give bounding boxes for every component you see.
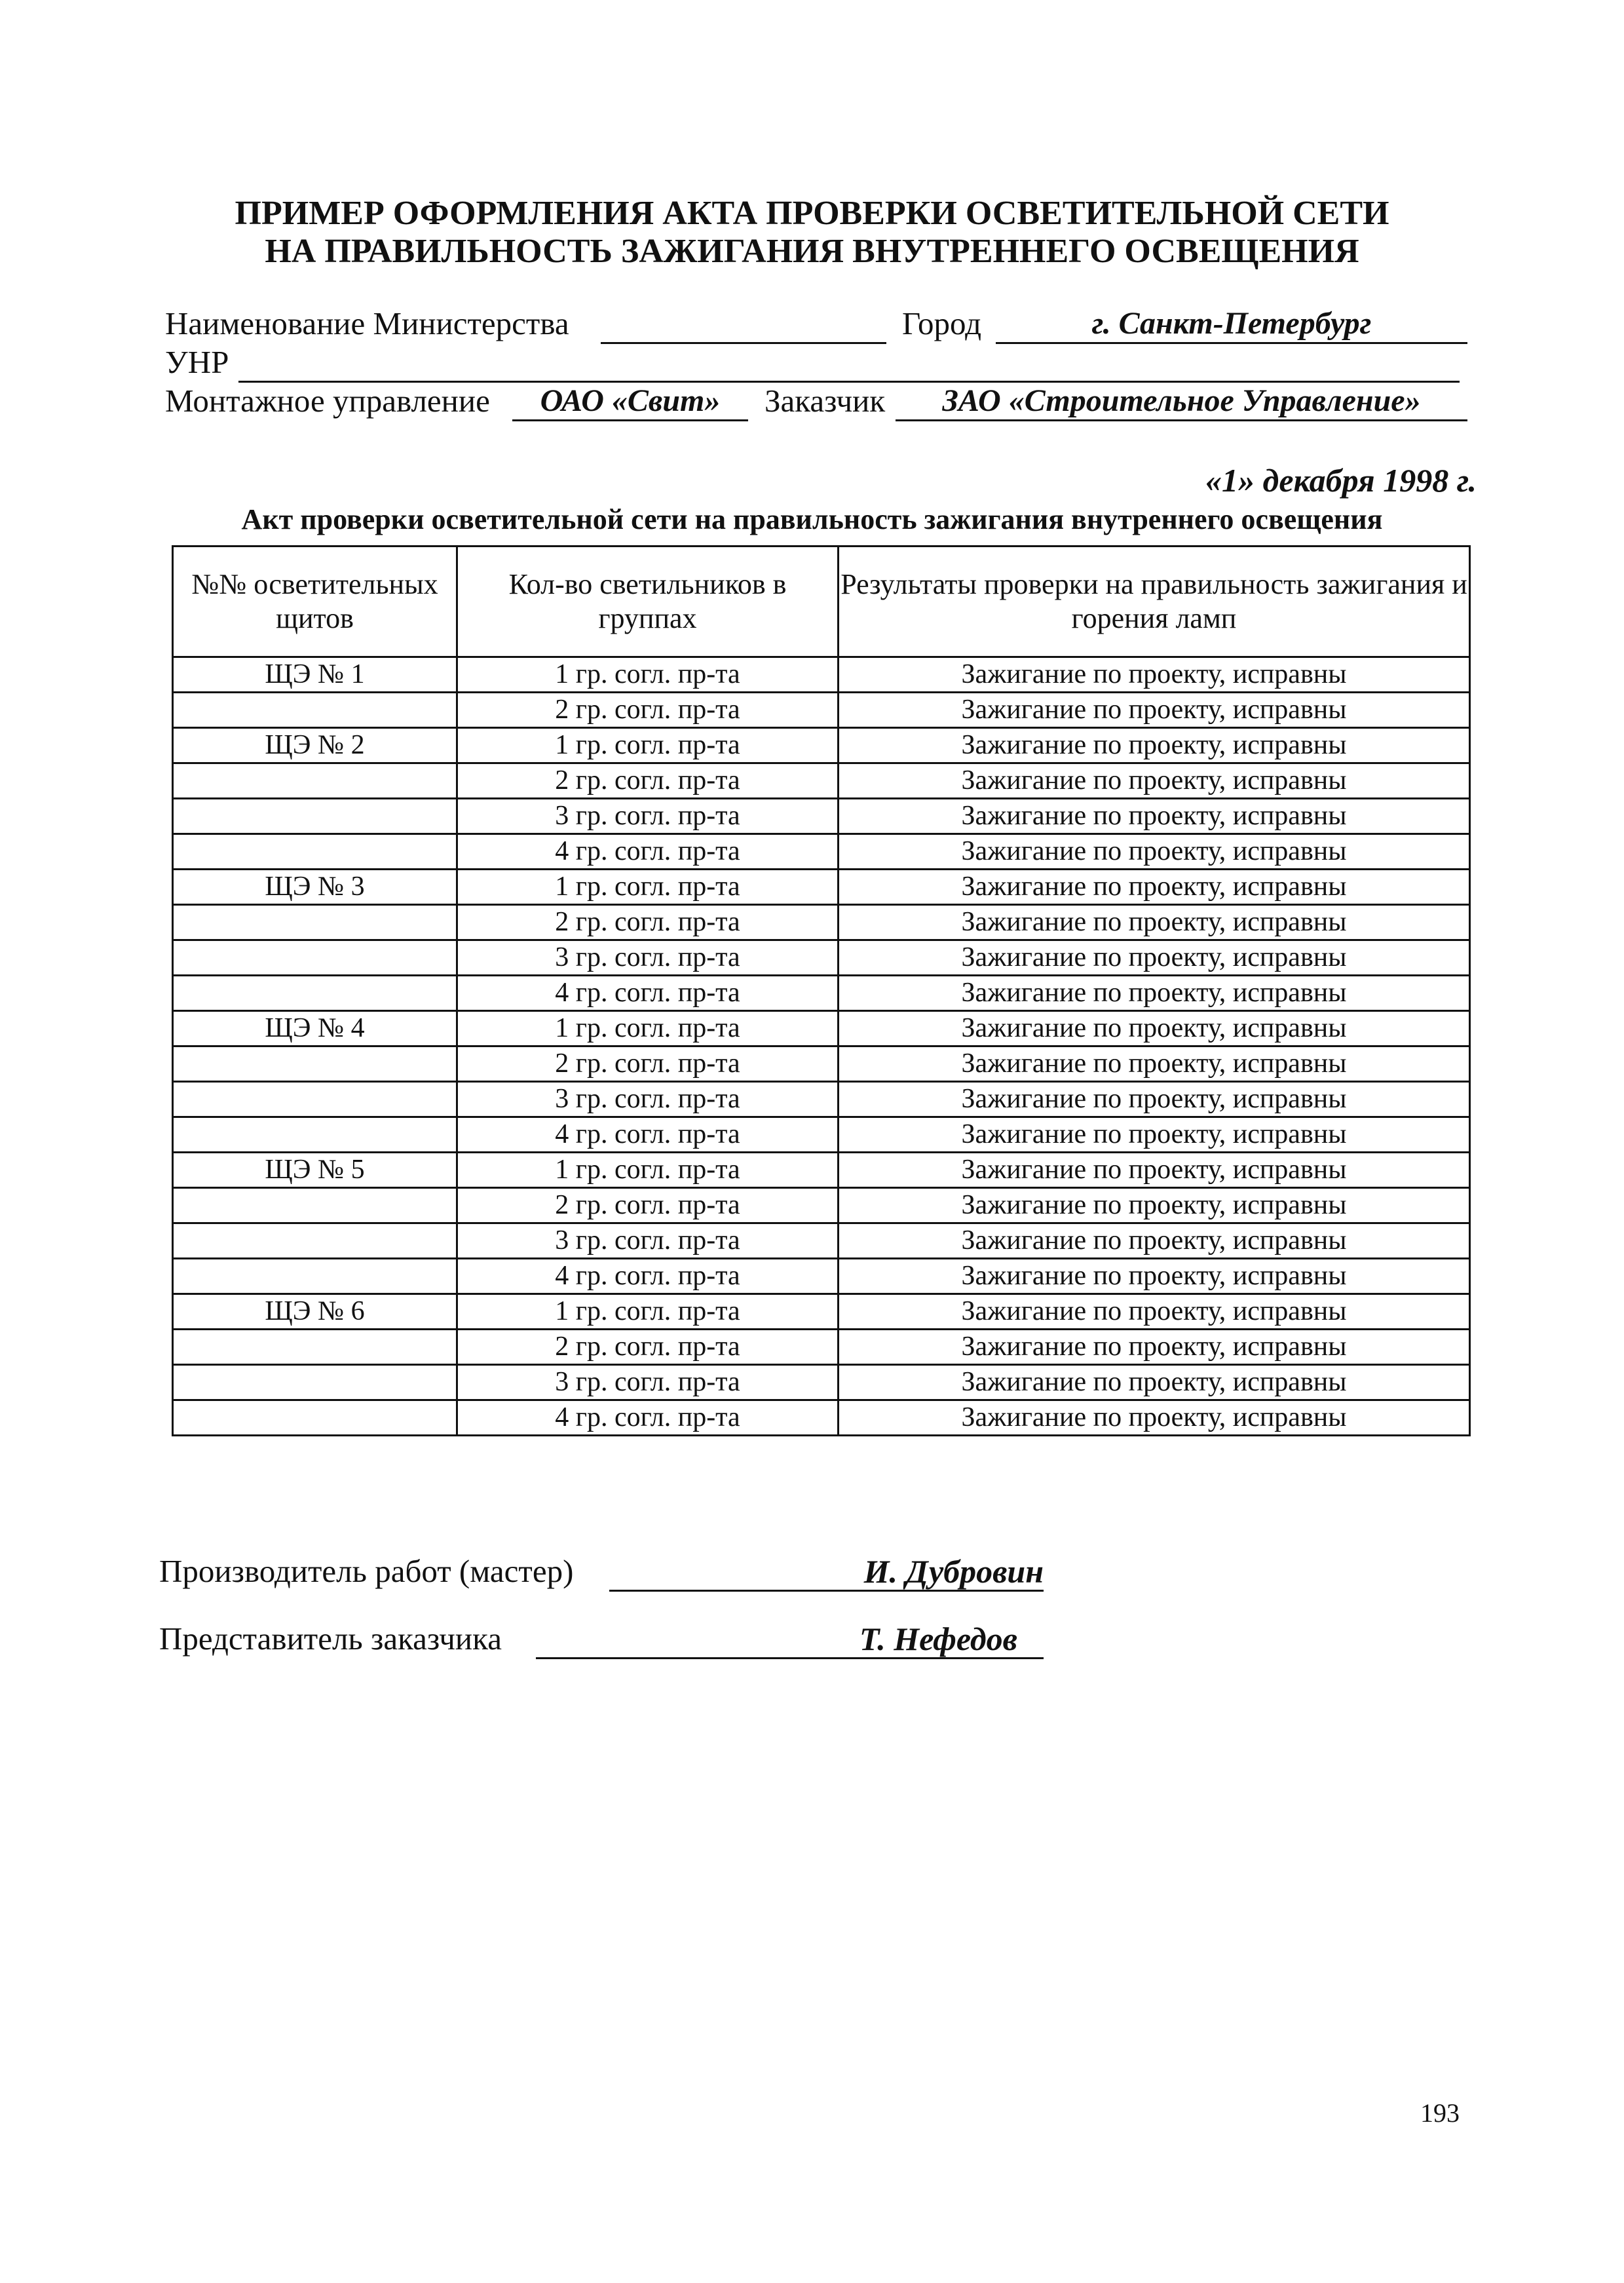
group-cell: 4 гр. согл. пр-та: [457, 1259, 839, 1294]
group-cell: 3 гр. согл. пр-та: [457, 1082, 839, 1117]
result-cell: Зажигание по проекту, исправны: [839, 693, 1470, 728]
customer-rep-signature-row: [159, 1619, 1142, 1659]
group-cell: 1 гр. согл. пр-та: [457, 657, 839, 693]
group-cell: 4 гр. согл. пр-та: [457, 1117, 839, 1153]
board-cell: [173, 799, 457, 834]
customer-rep-name: Т. Нефедов: [859, 1621, 1017, 1657]
group-cell: 4 гр. согл. пр-та: [457, 834, 839, 870]
board-cell: [173, 1188, 457, 1223]
board-cell: ЩЭ № 6: [173, 1294, 457, 1330]
group-cell: 2 гр. согл. пр-та: [457, 693, 839, 728]
board-cell: [173, 940, 457, 976]
board-cell: [173, 1223, 457, 1259]
group-cell: 3 гр. согл. пр-та: [457, 799, 839, 834]
page-number: 193: [1420, 2098, 1460, 2128]
table-row: [173, 1153, 1470, 1188]
foreman-signature-row: [159, 1552, 1142, 1591]
result-cell: Зажигание по проекту, исправны: [839, 976, 1470, 1011]
ministry-label: Наименование Министерства: [165, 305, 569, 341]
table-row: [173, 763, 1470, 799]
table-row: [173, 1259, 1470, 1294]
table-row: [173, 1011, 1470, 1046]
group-cell: 1 гр. согл. пр-та: [457, 870, 839, 905]
header-boards: №№ осветительных щитов: [173, 547, 457, 657]
table-row: [173, 657, 1470, 693]
group-cell: 2 гр. согл. пр-та: [457, 905, 839, 940]
result-cell: Зажигание по проекту, исправны: [839, 905, 1470, 940]
board-cell: ЩЭ № 5: [173, 1153, 457, 1188]
table-row: [173, 1400, 1470, 1436]
table-row: [173, 799, 1470, 834]
group-cell: 3 гр. согл. пр-та: [457, 1223, 839, 1259]
group-cell: 1 гр. согл. пр-та: [457, 728, 839, 763]
customer-rep-signature: [536, 1619, 1044, 1659]
city-label: Город: [902, 305, 982, 341]
management-label: Монтажное управление: [165, 383, 490, 419]
table-row: [173, 1223, 1470, 1259]
board-cell: [173, 1117, 457, 1153]
board-cell: ЩЭ № 2: [173, 728, 457, 763]
table-row: [173, 1046, 1470, 1082]
result-cell: Зажигание по проекту, исправны: [839, 1011, 1470, 1046]
board-cell: [173, 1259, 457, 1294]
group-cell: 4 гр. согл. пр-та: [457, 1400, 839, 1436]
management-row: [165, 381, 1475, 421]
result-cell: Зажигание по проекту, исправны: [839, 799, 1470, 834]
result-cell: Зажигание по проекту, исправны: [839, 1259, 1470, 1294]
table-row: [173, 1082, 1470, 1117]
customer-label: Заказчик: [765, 383, 886, 419]
board-cell: [173, 763, 457, 799]
table-row: [173, 905, 1470, 940]
table-row: [173, 834, 1470, 870]
result-cell: Зажигание по проекту, исправны: [839, 1330, 1470, 1365]
table-header-row: [173, 547, 1470, 657]
unr-field: [238, 343, 1460, 383]
header-groups: Кол-во светильников в группах: [457, 547, 839, 657]
board-cell: [173, 1365, 457, 1400]
board-cell: [173, 1082, 457, 1117]
document-title-line-2: НА ПРАВИЛЬНОСТЬ ЗАЖИГАНИЯ ВНУТРЕННЕГО ОСВЕЩЕНИЯ: [265, 233, 1359, 270]
table-row: [173, 693, 1470, 728]
management-field: ОАО «Свит»: [512, 381, 748, 421]
table-row: [173, 728, 1470, 763]
result-cell: Зажигание по проекту, исправны: [839, 763, 1470, 799]
board-cell: [173, 834, 457, 870]
result-cell: Зажигание по проекту, исправны: [839, 1117, 1470, 1153]
table-row: [173, 940, 1470, 976]
group-cell: 1 гр. согл. пр-та: [457, 1011, 839, 1046]
board-cell: [173, 1330, 457, 1365]
result-cell: Зажигание по проекту, исправны: [839, 870, 1470, 905]
board-cell: [173, 976, 457, 1011]
table-caption: Акт проверки осветительной сети на правильность зажигания внутреннего освещения: [241, 503, 1383, 535]
group-cell: 2 гр. согл. пр-та: [457, 1188, 839, 1223]
header-results: Результаты проверки на правильность зажигания и горения ламп: [839, 547, 1470, 657]
board-cell: [173, 1400, 457, 1436]
group-cell: 1 гр. согл. пр-та: [457, 1294, 839, 1330]
result-cell: Зажигание по проекту, исправны: [839, 728, 1470, 763]
result-cell: Зажигание по проекту, исправны: [839, 1365, 1470, 1400]
group-cell: 2 гр. согл. пр-та: [457, 1330, 839, 1365]
board-cell: [173, 693, 457, 728]
board-cell: [173, 1046, 457, 1082]
group-cell: 4 гр. согл. пр-та: [457, 976, 839, 1011]
city-field: г. Санкт-Петербург: [996, 304, 1467, 344]
customer-field: ЗАО «Строительное Управление»: [896, 381, 1467, 421]
result-cell: Зажигание по проекту, исправны: [839, 1153, 1470, 1188]
result-cell: Зажигание по проекту, исправны: [839, 1223, 1470, 1259]
customer-rep-label: Представитель заказчика: [159, 1621, 502, 1657]
table-row: [173, 976, 1470, 1011]
board-cell: ЩЭ № 3: [173, 870, 457, 905]
foreman-signature: И. Дубровин: [609, 1552, 1044, 1592]
table-row: [173, 1294, 1470, 1330]
table-row: [173, 1188, 1470, 1223]
board-cell: [173, 905, 457, 940]
group-cell: 2 гр. согл. пр-та: [457, 763, 839, 799]
result-cell: Зажигание по проекту, исправны: [839, 834, 1470, 870]
ministry-row: [165, 304, 1475, 343]
result-cell: Зажигание по проекту, исправны: [839, 1046, 1470, 1082]
table-row: [173, 870, 1470, 905]
inspection-table: [172, 545, 1471, 1436]
group-cell: 1 гр. согл. пр-та: [457, 1153, 839, 1188]
foreman-label: Производитель работ (мастер): [159, 1553, 574, 1589]
result-cell: Зажигание по проекту, исправны: [839, 1082, 1470, 1117]
result-cell: Зажигание по проекту, исправны: [839, 1294, 1470, 1330]
ministry-field: [601, 304, 886, 344]
unr-row: [165, 343, 1475, 382]
group-cell: 3 гр. согл. пр-та: [457, 1365, 839, 1400]
result-cell: Зажигание по проекту, исправны: [839, 1188, 1470, 1223]
act-date: «1» декабря 1998 г.: [1205, 462, 1477, 499]
table-row: [173, 1117, 1470, 1153]
group-cell: 2 гр. согл. пр-та: [457, 1046, 839, 1082]
board-cell: ЩЭ № 1: [173, 657, 457, 693]
table-row: [173, 1330, 1470, 1365]
result-cell: Зажигание по проекту, исправны: [839, 657, 1470, 693]
result-cell: Зажигание по проекту, исправны: [839, 1400, 1470, 1436]
table-row: [173, 1365, 1470, 1400]
board-cell: ЩЭ № 4: [173, 1011, 457, 1046]
document-title-line-1: ПРИМЕР ОФОРМЛЕНИЯ АКТА ПРОВЕРКИ ОСВЕТИТЕЛЬНОЙ СЕТИ: [235, 195, 1389, 232]
unr-label: УНР: [165, 344, 229, 380]
group-cell: 3 гр. согл. пр-та: [457, 940, 839, 976]
result-cell: Зажигание по проекту, исправны: [839, 940, 1470, 976]
